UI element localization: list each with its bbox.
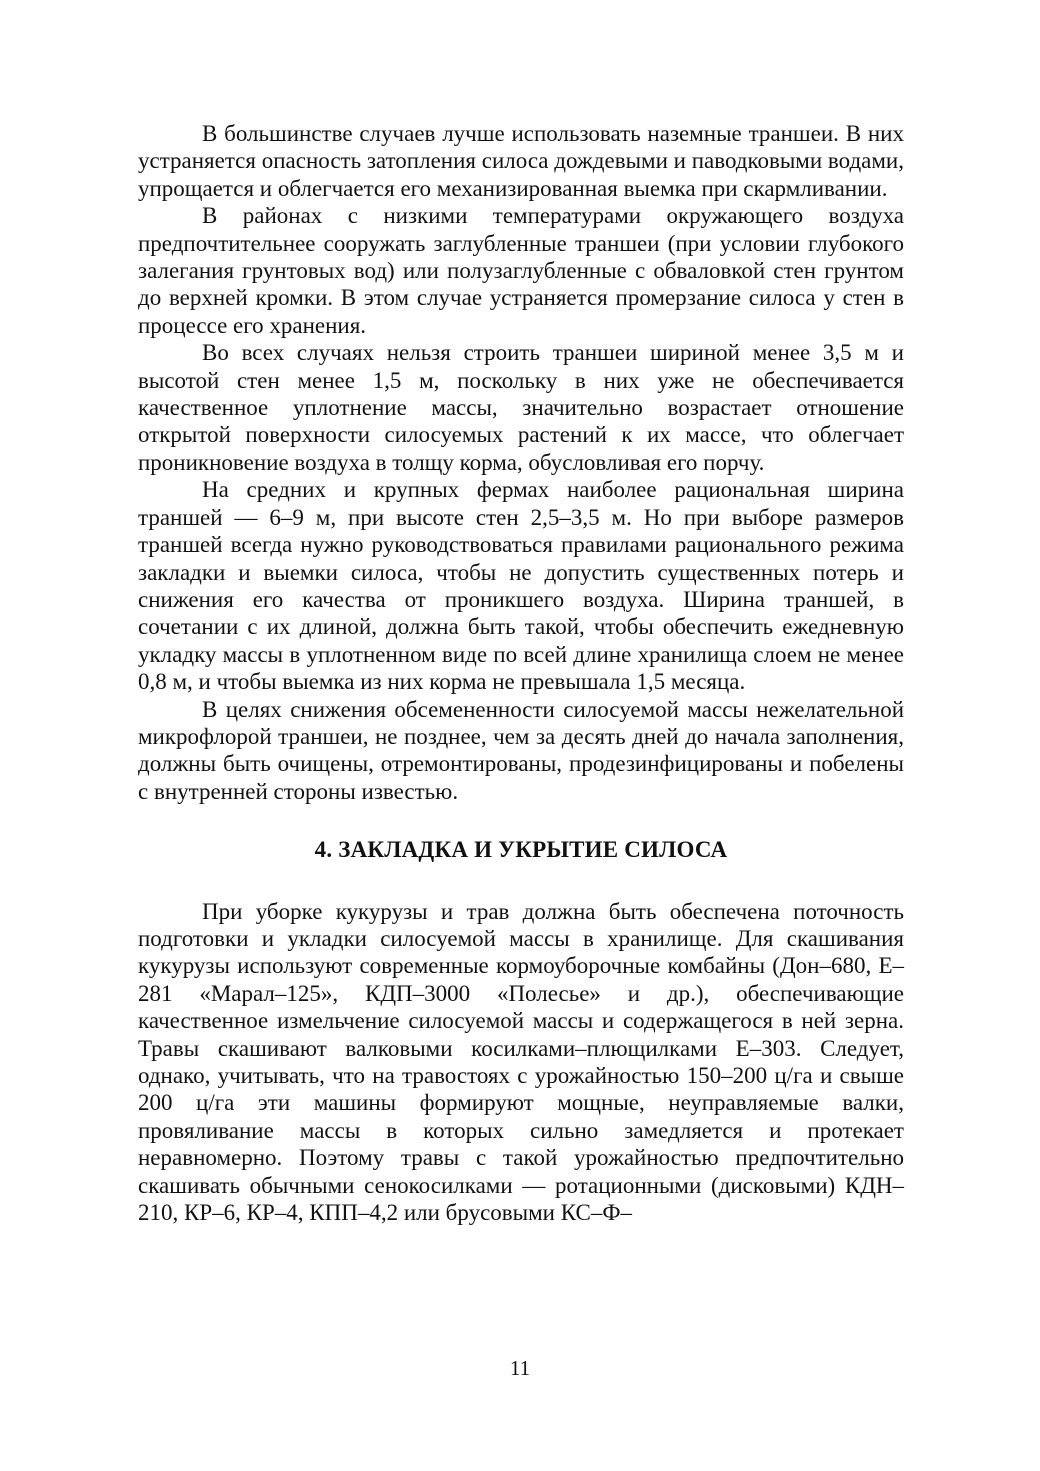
paragraph-trench-minimum-size: Во всех случаях нельзя строить траншеи шириной менее 3,5 м и высотой стен менее 1,5 м, поскольку в них уже не обеспечивается качественное уплотнение массы, значительно возрастает отношение открытой поверхности силосуемых растений к их массе, что облегчает проникновение воздуха в толщу корма, обусловливая его порчу. — [138, 340, 904, 475]
paragraph-low-temperature-regions: В районах с низкими температурами окружающего воздуха предпочтительнее сооружать заглубленные траншеи (при условии глубокого залегания грунтовых вод) или полузаглубленные с обваловкой стен грунтом до верхней кромки. В этом случае устраняется промерзание силоса у стен в процессе его хранения. — [138, 203, 904, 338]
paragraph-above-ground-trenches: В большинстве случаев лучше использовать наземные траншеи. В них устраняется опасность затопления силоса дождевыми и паводковыми водами, упрощается и облегчается его механизированная выемка при скармливании. — [138, 121, 904, 201]
paragraph-harvesting: При уборке кукурузы и трав должна быть обеспечена поточность подготовки и укладки силосуемой массы в хранилище. Для скашивания кукурузы используют современные кормоуборочные комбайны (Дон–680, Е–281 «Марал–125», КДП–3000 «Полесье» и др.), обеспечивающие качественное измельчение силосуемой массы и содержащегося в ней зерна. Травы скашивают валковыми косилками–плющилками Е–303. Следует, однако, учитывать, что на травостоях с урожайностью 150–200 ц/га и свыше 200 ц/га эти машины формируют мощные, неуправляемые валки, провяливание массы в которых сильно замедляется и протекает неравномерно. Поэтому травы с такой урожайностью предпочтительно скашивать обычными сенокосилками — ротационными (дисковыми) КДН–210, КР–6, КР–4, КПП–4,2 или брусовыми КС–Ф– — [138, 898, 904, 1226]
paragraph-trench-width: На средних и крупных фермах наиболее рациональная ширина траншей — 6–9 м, при высоте стен 2,5–3,5 м. Но при выборе размеров траншей всегда нужно руководствоваться правилами рационального режима закладки и выемки силоса, чтобы не допустить существенных потерь и снижения его качества от проникшего воздуха. Ширина траншей, в сочетании с их длиной, должна быть такой, чтобы обеспечить ежедневную укладку массы в уплотненном виде по всей длине хранилища слоем не менее 0,8 м, и чтобы выемка из них корма не превышала 1,5 месяца. — [138, 477, 904, 695]
section-heading: 4. ЗАКЛАДКА И УКРЫТИЕ СИЛОСА — [314, 837, 728, 863]
page-body — [138, 120, 904, 1226]
paragraph-trench-cleaning: В целях снижения обсемененности силосуемой массы нежелательной микрофлорой траншеи, не позднее, чем за десять дней до начала заполнения, должны быть очищены, отремонтированы, продезинфицированы и побелены с внутренней стороны известью. — [138, 696, 904, 804]
page-number: 11 — [509, 1356, 531, 1380]
